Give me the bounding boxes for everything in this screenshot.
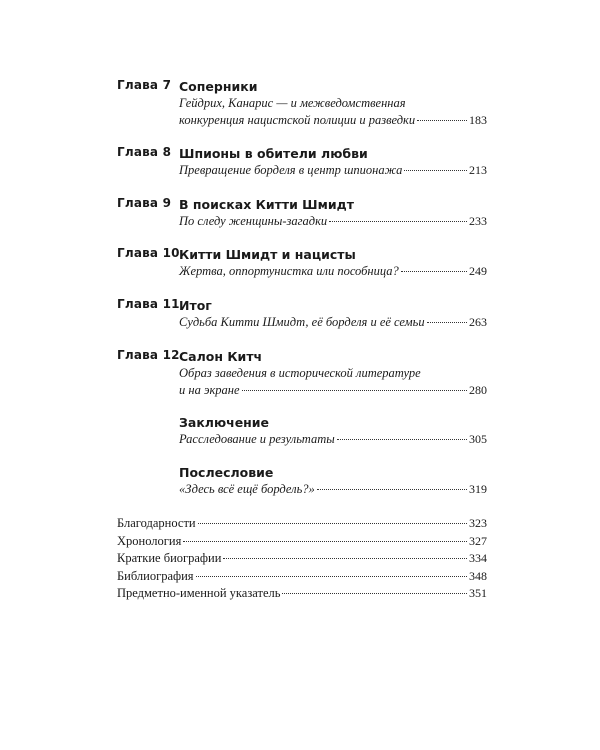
backmatter-item xyxy=(117,568,487,586)
leader-dots xyxy=(427,322,467,323)
backmatter-item xyxy=(117,585,487,603)
section-subtitle: «Здесь всё ещё бордель?» xyxy=(179,482,315,496)
page-number: 183 xyxy=(469,113,487,127)
leader-dots xyxy=(183,541,467,542)
chapter-label: Глава 8 xyxy=(117,145,172,159)
chapter-label: Глава 12 xyxy=(117,348,180,362)
chapter-label: Глава 7 xyxy=(117,78,172,92)
chapter-title: Итог xyxy=(179,298,212,313)
chapter-title: Соперники xyxy=(179,79,258,94)
leader-dots xyxy=(317,489,467,490)
chapter-subtitle: конкуренция нацистской полиции и разведки xyxy=(179,113,416,127)
chapter-subtitle: Судьба Китти Шмидт, её борделя и её семьи xyxy=(179,315,425,329)
backmatter-list xyxy=(117,515,487,603)
chapter-subtitle: Жертва, оппортунистка или пособница? xyxy=(179,264,399,278)
backmatter-item xyxy=(117,533,487,551)
leader-dots xyxy=(401,271,467,272)
backmatter-label: Краткие биографии xyxy=(117,551,222,566)
chapter-subtitle: По следу женщины-загадки xyxy=(179,214,328,228)
section-subtitle: Расследование и результаты xyxy=(179,432,335,446)
leader-dots xyxy=(242,390,467,391)
leader-dots xyxy=(196,576,467,577)
chapter-subtitle: и на экране xyxy=(179,383,240,397)
page-number: 351 xyxy=(469,586,487,601)
chapter-label: Глава 9 xyxy=(117,196,172,210)
backmatter-label: Хронология xyxy=(117,533,182,548)
page-number: 233 xyxy=(469,214,487,228)
page-number: 249 xyxy=(469,264,487,278)
leader-dots xyxy=(417,120,467,121)
page-number: 263 xyxy=(469,315,487,329)
chapter-label: Глава 11 xyxy=(117,297,180,311)
page-number: 213 xyxy=(469,163,487,177)
backmatter-label: Библиография xyxy=(117,568,194,583)
backmatter-item xyxy=(117,515,487,533)
chapter-title: В поисках Китти Шмидт xyxy=(179,197,354,212)
chapter-subtitle: Гейдрих, Канарис — и межведомственная xyxy=(179,96,406,110)
page-number: 323 xyxy=(469,516,487,530)
chapter-title: Салон Китч xyxy=(179,349,263,364)
leader-dots xyxy=(282,593,467,594)
chapter-title: Шпионы в обители любви xyxy=(179,146,368,161)
chapter-subtitle: Образ заведения в исторической литературе xyxy=(179,366,421,380)
page-number: 327 xyxy=(469,533,487,548)
leader-dots xyxy=(404,170,467,171)
page-number: 280 xyxy=(469,383,487,397)
chapter-label: Глава 10 xyxy=(117,246,180,260)
leader-dots xyxy=(198,523,467,524)
page-number: 305 xyxy=(469,432,487,446)
chapter-title: Китти Шмидт и нацисты xyxy=(179,247,356,262)
page-number: 319 xyxy=(469,482,487,496)
section-title: Послесловие xyxy=(179,465,274,480)
backmatter-label: Предметно-именной указатель xyxy=(117,586,281,601)
chapter-subtitle: Превращение борделя в центр шпионажа xyxy=(179,163,403,177)
section-title: Заключение xyxy=(179,415,270,430)
backmatter-item xyxy=(117,550,487,568)
leader-dots xyxy=(223,558,467,559)
leader-dots xyxy=(329,221,467,222)
backmatter-label: Благодарности xyxy=(117,516,196,530)
leader-dots xyxy=(337,439,467,440)
page-number: 334 xyxy=(469,551,487,566)
page-number: 348 xyxy=(469,568,487,583)
